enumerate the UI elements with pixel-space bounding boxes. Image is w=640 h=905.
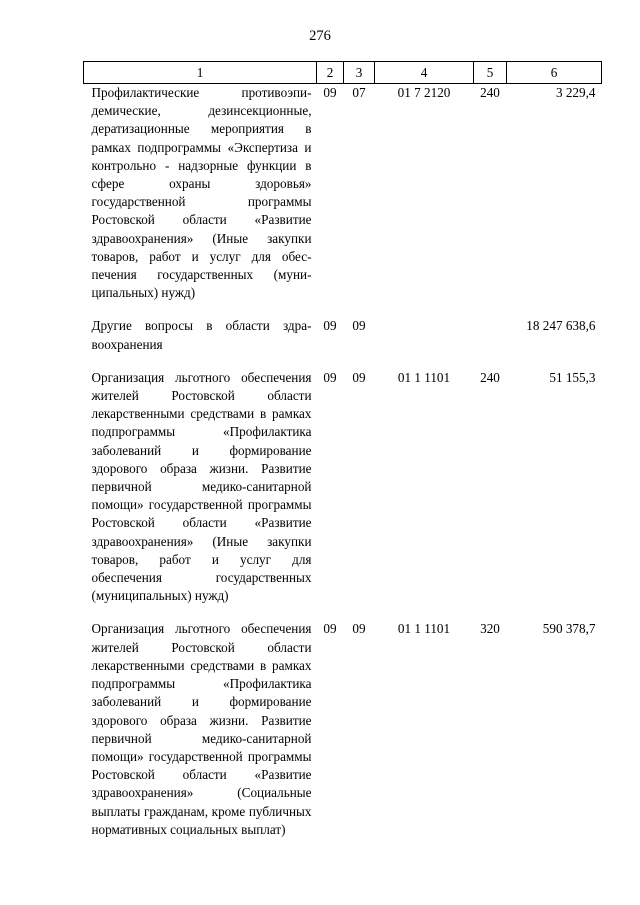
row-section: 09 — [323, 85, 337, 100]
row-target-code — [375, 317, 474, 368]
row-expense-type: 240 — [480, 369, 500, 385]
row-subsection: 09 — [352, 369, 366, 385]
row-section: 09 — [323, 369, 337, 385]
row-amount: 3 229,4 — [555, 85, 596, 100]
row-amount: 18 247 638,6 — [526, 318, 596, 334]
row-name: Другие вопросы в области здравоохранения — [91, 318, 312, 352]
row-name: Организация льготного обеспечения жителей Ростовской области лекарственными средствами в рамках подпрограммы «Профилактика заболеваний и формирование здорового образа жизни. Развитие первичной медико-санитарной помощи» государственной программы Ростовской области «Развитие здравоохранения» (Иные закупки товаров, работ и услуг для обеспечения государственных (муниципальных) нужд) — [91, 369, 312, 604]
row-amount: 51 155,3 — [549, 369, 596, 385]
row-name: Профилактические противоэпидемические, дезинсекционные, дератизационные мероприятия в рамках подпрограммы «Экспертиза и контрольно - надзорные функции в сфере охраны здоровья» государственной программы Ростовской области «Развитие здравоохранения» (Иные закупки товаров, работ и услуг для обеспечения государственных (муниципальных) нужд) — [91, 85, 312, 301]
row-subsection: 09 — [352, 621, 366, 637]
row-amount: 590 378,7 — [542, 621, 596, 637]
row-expense-type: 240 — [480, 85, 500, 100]
table-row — [84, 369, 602, 621]
row-subsection: 07 — [352, 85, 366, 100]
table-row — [84, 620, 602, 838]
header-col-5: 5 — [474, 62, 507, 84]
row-target-code: 01 1 1101 — [397, 369, 451, 385]
table-row — [84, 317, 602, 368]
table-header — [84, 62, 602, 84]
row-expense-type: 320 — [480, 621, 500, 637]
row-expense-type — [474, 317, 507, 368]
header-col-6: 6 — [507, 62, 602, 84]
header-row — [84, 62, 602, 84]
header-col-3: 3 — [344, 62, 375, 84]
row-target-code: 01 1 1101 — [397, 621, 451, 637]
table-body — [84, 84, 602, 839]
budget-table — [83, 61, 602, 839]
header-col-1: 1 — [84, 62, 317, 84]
table-row — [84, 84, 602, 318]
row-section: 09 — [323, 318, 337, 334]
row-section: 09 — [323, 621, 337, 637]
row-target-code: 01 7 2120 — [397, 85, 451, 100]
header-col-2: 2 — [317, 62, 344, 84]
header-col-4: 4 — [375, 62, 474, 84]
row-subsection: 09 — [352, 318, 366, 334]
page-number: 276 — [309, 28, 331, 44]
row-name: Организация льготного обеспечения жителей Ростовской области лекарственными средствами в рамках подпрограммы «Профилактика заболеваний и формирование здорового образа жизни. Развитие первичной медико-санитарной помощи» государственной программы Ростовской области «Развитие здравоохранения» (Социальные выплаты гражданам, кроме публичных нормативных социальных выплат) — [91, 621, 312, 837]
